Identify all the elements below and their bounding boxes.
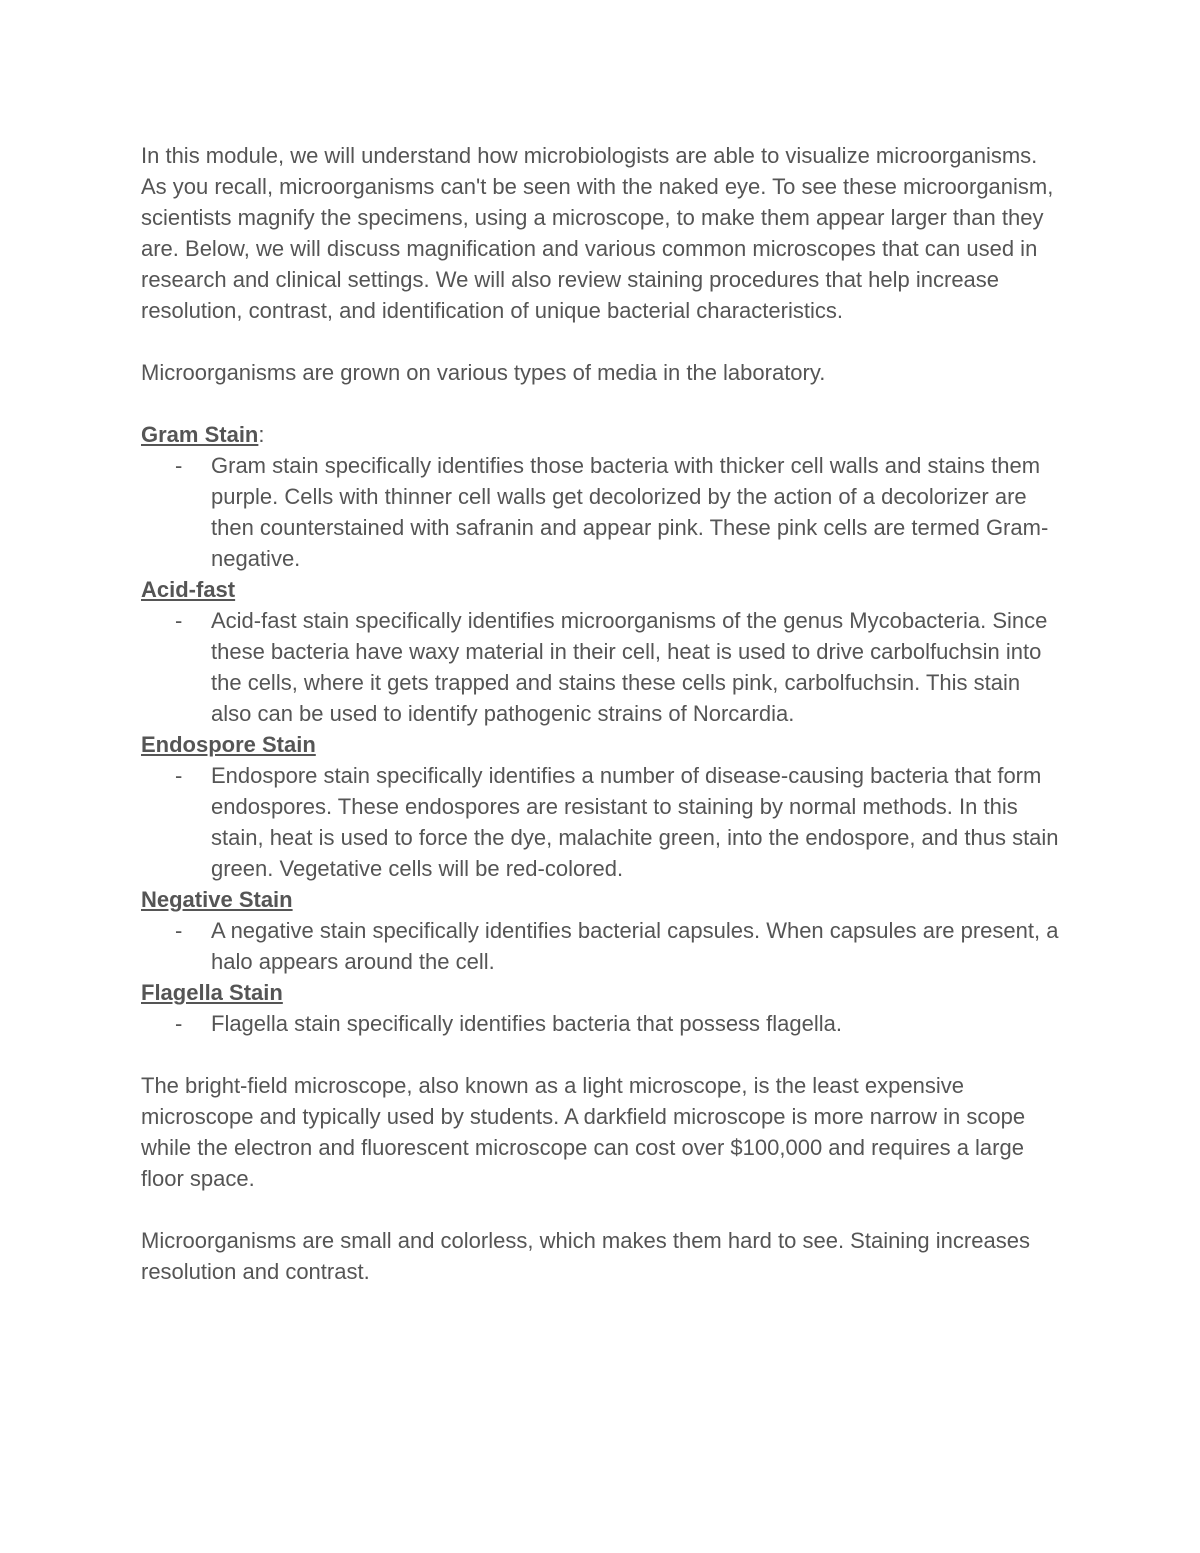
- dash-bullet-icon: -: [175, 608, 183, 633]
- paragraph-spacer: [141, 1194, 1066, 1225]
- microscope-paragraph: The bright-field microscope, also known as a light microscope, is the least expensive microscope and typically used by students. A darkfield microscope is more narrow in scope while the electron and fluorescent microscope can cost over $100,000 and requires a large floor space.: [141, 1073, 1026, 1191]
- list-item: [141, 605, 1066, 729]
- list-item: [141, 915, 1066, 977]
- dash-bullet-icon: -: [175, 1011, 183, 1036]
- stain-description: Flagella stain specifically identifies bacteria that possess flagella.: [211, 1011, 842, 1036]
- stain-section-endospore: [141, 729, 1066, 884]
- dash-bullet-icon: -: [175, 763, 183, 788]
- list-item: [141, 760, 1066, 884]
- stain-title: Acid-fast: [141, 577, 236, 602]
- stain-heading-negative: [141, 884, 1066, 915]
- list-item: [141, 1008, 1066, 1039]
- dash-bullet-icon: -: [175, 453, 183, 478]
- stain-heading-flagella: [141, 977, 1066, 1008]
- paragraph-spacer: [141, 326, 1066, 357]
- stain-section-negative: [141, 884, 1066, 977]
- intro-paragraph: In this module, we will understand how microbiologists are able to visualize microorganisms. As you recall, microorganisms can't be seen with the naked eye. To see these microorganism, scientists magnify the specimens, using a microscope, to make them appear larger than they are. Below, we will discuss magnification and various common microscopes that can used in research and clinical settings. We will also review staining procedures that help increase resolution, contrast, and identification of unique bacterial characteristics.: [141, 143, 1054, 323]
- stain-title: Gram Stain: [141, 422, 259, 447]
- list-item: [141, 450, 1066, 574]
- closing-paragraph: Microorganisms are small and colorless, which makes them hard to see. Staining increases resolution and contrast.: [141, 1228, 1030, 1284]
- paragraph-spacer: [141, 388, 1066, 419]
- stain-description: Endospore stain specifically identifies a number of disease-causing bacteria that form endospores. These endospores are resistant to staining by normal methods. In this stain, heat is used to force the dye, malachite green, into the endospore, and thus stain green. Vegetative cells will be red-colored.: [211, 763, 1059, 881]
- stain-title: Negative Stain: [141, 887, 293, 912]
- stain-section-gram: [141, 419, 1066, 574]
- stain-section-acid-fast: [141, 574, 1066, 729]
- stain-heading-acid-fast: [141, 574, 1066, 605]
- media-paragraph: Microorganisms are grown on various types of media in the laboratory.: [141, 360, 826, 385]
- stain-description: Acid-fast stain specifically identifies microorganisms of the genus Mycobacteria. Since these bacteria have waxy material in their cell, heat is used to drive carbolfuchsin into the cells, where it gets trapped and stains these cells pink, carbolfuchsin. This stain also can be used to identify pathogenic strains of Norcardia.: [211, 608, 1048, 726]
- paragraph-spacer: [141, 1039, 1066, 1070]
- stain-title: Flagella Stain: [141, 980, 283, 1005]
- stain-section-flagella: [141, 977, 1066, 1039]
- stain-heading-gram: [141, 419, 1066, 450]
- document-body: [141, 140, 1066, 1287]
- stain-title-suffix: :: [258, 422, 265, 447]
- stain-description: Gram stain specifically identifies those bacteria with thicker cell walls and stains them purple. Cells with thinner cell walls get decolorized by the action of a decolorizer are then counterstained with safranin and appear pink. These pink cells are termed Gram-negative.: [211, 453, 1049, 571]
- stain-heading-endospore: [141, 729, 1066, 760]
- stain-description: A negative stain specifically identifies bacterial capsules. When capsules are present, a halo appears around the cell.: [211, 918, 1059, 974]
- dash-bullet-icon: -: [175, 918, 183, 943]
- stain-title: Endospore Stain: [141, 732, 316, 757]
